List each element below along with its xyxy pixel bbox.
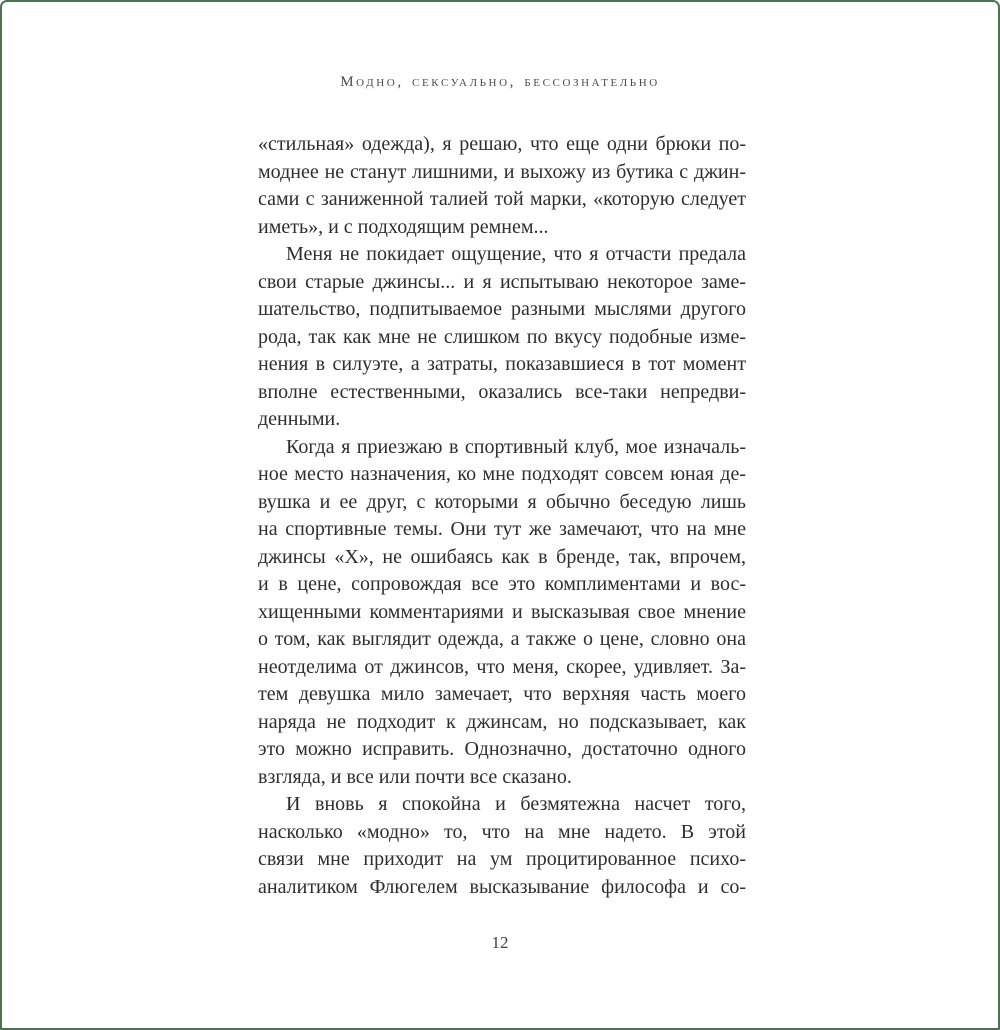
text-line: на спортивные темы. Они тут же замечают, что на мне [258, 518, 746, 540]
text-line: Меня не покидает ощущение, что я отчасти предала [286, 243, 746, 265]
paragraph [258, 434, 746, 792]
text-line: ное место назначения, ко мне подходят совсем юная де- [258, 463, 746, 485]
text-line: связи мне приходит на ум процитированное психо- [258, 848, 746, 870]
text-line: моднее не станут лишними, и выхожу из бутика с джин- [258, 160, 746, 183]
text-line: свои старые джинсы... и я испытываю некоторое заме- [258, 270, 746, 293]
text-line: «стильная» одежда), я решаю, что еще одни брюки по- [258, 133, 746, 155]
running-head: Модно, сексуально, бессознательно [340, 74, 660, 90]
text-line: рода, так как мне не слишком по вкусу подобные изме- [258, 325, 746, 348]
text-line: насколько «модно» то, что на мне надето. В этой [258, 820, 746, 843]
text-line: это можно исправить. Однозначно, достаточно одного [258, 738, 746, 760]
text-line: шательство, подпитываемое разными мыслями другого [258, 298, 746, 320]
text-line: и в цене, сопровождая все это комплиментами и вос- [258, 573, 746, 595]
text-line: иметь», и с подходящим ремнем... [258, 215, 549, 238]
paragraph [258, 131, 746, 241]
text-line: наряда не подходит к джинсам, но подсказывает, как [258, 710, 746, 733]
text-line: джинсы «Х», не ошибаясь как в бренде, так, впрочем, [258, 545, 746, 568]
text-line: взгляда, и все или почти все сказано. [258, 765, 572, 788]
paragraph [258, 241, 746, 434]
text-line: неотделима от джинсов, что меня, скорее, удивляет. За- [258, 655, 746, 678]
text-line: аналитиком Флюгелем высказывание философа и со- [258, 875, 746, 898]
text-line: вушка и ее друг, с которыми я обычно беседую лишь [258, 490, 746, 513]
text-line: тем девушка мило замечает, что верхняя часть моего [258, 683, 746, 705]
paragraph [258, 791, 746, 901]
text-line: о том, как выглядит одежда, а также о цене, словно она [258, 628, 746, 650]
text-line: вполне естественными, оказались все-таки непредви- [258, 380, 746, 403]
text-line: сами с заниженной талией той марки, «которую следует [258, 188, 746, 210]
text-line: И вновь я спокойна и безмятежна насчет того, [286, 793, 746, 815]
text-line: Когда я приезжаю в спортивный клуб, мое изначаль- [286, 435, 746, 458]
page-number: 12 [491, 933, 509, 952]
text-line: нения в силуэте, а затраты, показавшиеся в тот момент [258, 353, 746, 375]
page-body [258, 131, 746, 901]
text-line: хищенными комментариями и высказывая свое мнение [258, 600, 746, 623]
text-line: денными. [258, 408, 341, 430]
